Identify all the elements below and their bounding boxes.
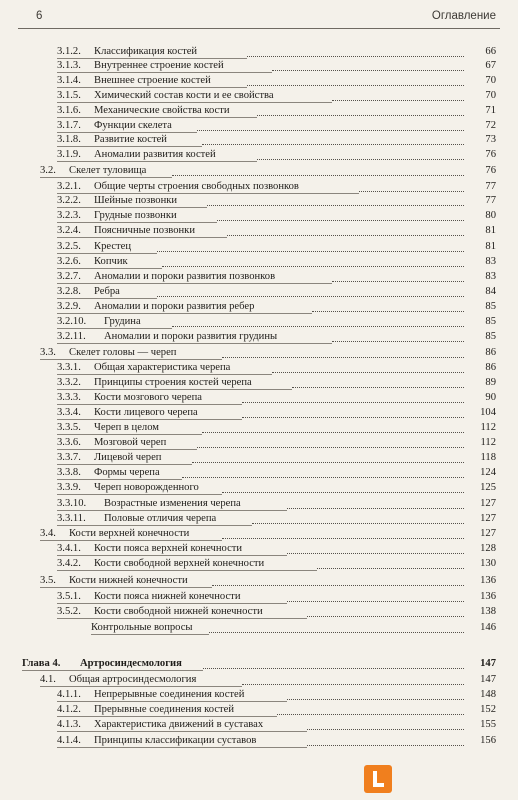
toc-page-number: 83	[485, 256, 496, 267]
toc-entry-title: Кости пояса верхней конечности	[94, 543, 243, 554]
toc-entry-number: 3.2.6.	[57, 256, 81, 267]
toc-entry	[0, 132, 518, 148]
toc-entry	[0, 73, 518, 89]
entry-underline	[40, 587, 212, 588]
entry-underline	[57, 161, 257, 162]
toc-entry-number: 3.1.5.	[57, 90, 81, 101]
toc-entry-number: 3.1.9.	[57, 149, 81, 160]
dot-leader	[257, 159, 464, 160]
entry-underline	[57, 618, 307, 619]
toc-page-number: 136	[480, 575, 496, 586]
toc-entry-title: Поясничные позвонки	[94, 225, 195, 236]
toc-entry	[0, 103, 518, 119]
dot-leader	[182, 477, 464, 478]
toc-page-number: 130	[480, 558, 496, 569]
dot-leader	[192, 462, 464, 463]
toc-entry	[0, 284, 518, 300]
dot-leader	[287, 553, 464, 554]
toc-page-number: 146	[480, 622, 496, 633]
toc-entry-title: Аномалии и пороки развития позвонков	[94, 271, 276, 282]
dot-leader	[307, 729, 464, 730]
toc-entry-number: 4.1.4.	[57, 735, 81, 746]
toc-page-number: 152	[480, 704, 496, 715]
toc-page-number: 125	[480, 482, 496, 493]
toc-page-number: 128	[480, 543, 496, 554]
dot-leader	[212, 585, 464, 586]
toc-entry-title: Принципы строения костей черепа	[94, 377, 252, 388]
entry-underline	[57, 494, 222, 495]
toc-entry-number: 3.3.9.	[57, 482, 81, 493]
toc-page-number: 76	[485, 149, 496, 160]
toc-entry-title: Химический состав кости и ее свойства	[94, 90, 274, 101]
toc-entry	[0, 717, 518, 733]
toc-entry	[0, 672, 518, 688]
toc-entry-title: Аномалии и пороки развития ребер	[94, 301, 255, 312]
toc-entry	[0, 687, 518, 703]
toc-entry-title: Прерывные соединения костей	[94, 704, 235, 715]
dot-leader	[157, 296, 464, 297]
toc-entry	[0, 147, 518, 163]
toc-page-number: 127	[480, 528, 496, 539]
toc-entry-number: 3.1.4.	[57, 75, 81, 86]
toc-entry	[0, 314, 518, 330]
dot-leader	[203, 668, 464, 669]
dot-leader	[197, 447, 464, 448]
toc-page-number: 76	[485, 165, 496, 176]
toc-entry-number: 3.2.8.	[57, 286, 81, 297]
toc-entry-number: 3.2.11.	[57, 331, 86, 342]
toc-entry-title: Принципы классификации суставов	[94, 735, 257, 746]
toc-page-number: 90	[485, 392, 496, 403]
toc-page-number: 70	[485, 75, 496, 86]
toc-entry	[0, 465, 518, 481]
toc-entry	[0, 702, 518, 718]
toc-entry	[0, 254, 518, 270]
toc-entry-number: 3.2.2.	[57, 195, 81, 206]
toc-page-number: 67	[485, 60, 496, 71]
toc-page-number: 112	[480, 437, 496, 448]
toc-entry-title: Кости мозгового черепа	[94, 392, 202, 403]
toc-page-number: 77	[485, 195, 496, 206]
entry-underline	[57, 343, 332, 344]
toc-page-number: 89	[485, 377, 496, 388]
toc-entry-number: 3.1.6.	[57, 105, 81, 116]
dot-leader	[247, 56, 464, 57]
toc-entry	[0, 88, 518, 104]
toc-page-number: 148	[480, 689, 496, 700]
dot-leader	[287, 699, 464, 700]
toc-entry-title: Кости пояса нижней конечности	[94, 591, 241, 602]
dot-leader	[202, 144, 464, 145]
toc-entry-number: 3.3.11.	[57, 513, 86, 524]
toc-entry-number: 3.1.3.	[57, 60, 81, 71]
toc-page-number: 112	[480, 422, 496, 433]
toc-page-number: 127	[480, 513, 496, 524]
toc-entry-title: Кости свободной нижней конечности	[94, 606, 263, 617]
toc-page-number: 84	[485, 286, 496, 297]
toc-page-number: 156	[480, 735, 496, 746]
dot-leader	[257, 115, 464, 116]
dot-leader	[247, 85, 464, 86]
toc-page-number: 81	[485, 241, 496, 252]
toc-entry	[0, 450, 518, 466]
toc-entry-title: Непрерывные соединения костей	[94, 689, 245, 700]
toc-page-number: 71	[485, 105, 496, 116]
toc-entry-title: Артросиндесмология	[80, 658, 182, 669]
toc-page-number: 73	[485, 134, 496, 145]
toc-entry-number: 3.4.	[40, 528, 56, 539]
toc-page-number: 83	[485, 271, 496, 282]
dot-leader	[359, 191, 464, 192]
dot-leader	[287, 508, 464, 509]
toc-entry-title: Развитие костей	[94, 134, 167, 145]
toc-entry	[0, 420, 518, 436]
toc-entry-number: 3.5.1.	[57, 591, 81, 602]
toc-entry	[0, 541, 518, 557]
toc-entry-number: 3.2.1.	[57, 181, 81, 192]
toc-page-number: 81	[485, 225, 496, 236]
toc-entry	[0, 239, 518, 255]
dot-leader	[332, 100, 464, 101]
toc-entry-title: Кости лицевого черепа	[94, 407, 198, 418]
toc-entry-number: 4.1.3.	[57, 719, 81, 730]
toc-entry-number: 3.3.8.	[57, 467, 81, 478]
toc-entry-number: 3.4.1.	[57, 543, 81, 554]
toc-page-number: 127	[480, 498, 496, 509]
dot-leader	[252, 523, 464, 524]
toc-entry-number: 3.1.8.	[57, 134, 81, 145]
toc-entry-title: Кости верхней конечности	[69, 528, 190, 539]
toc-entry	[0, 604, 518, 620]
toc-entry-number: 3.2.3.	[57, 210, 81, 221]
toc-entry-title: Механические свойства кости	[94, 105, 230, 116]
toc-entry-title: Общая артросиндесмология	[69, 674, 197, 685]
toc-entry-title: Общие черты строения свободных позвонков	[94, 181, 299, 192]
toc-entry-title: Кости нижней конечности	[69, 575, 188, 586]
toc-entry	[0, 223, 518, 239]
toc-page-number: 104	[480, 407, 496, 418]
dot-leader	[209, 632, 464, 633]
toc-entry	[0, 299, 518, 315]
toc-entry-number: 4.1.2.	[57, 704, 81, 715]
toc-page-number: 80	[485, 210, 496, 221]
dot-leader	[217, 220, 464, 221]
toc-entry-title: Лицевой череп	[94, 452, 162, 463]
toc-entry-title: Возрастные изменения черепа	[104, 498, 241, 509]
toc-page-number: 86	[485, 347, 496, 358]
dot-leader	[157, 251, 464, 252]
toc-entry-number: 3.4.2.	[57, 558, 81, 569]
toc-entry-number: 3.2.10.	[57, 316, 87, 327]
entry-underline	[57, 570, 317, 571]
entry-underline	[22, 670, 203, 671]
toc-page-number: 147	[480, 674, 496, 685]
dot-leader	[162, 266, 464, 267]
toc-entry-number: 3.1.2.	[57, 46, 81, 57]
toc-entry	[0, 589, 518, 605]
toc-page-number: 85	[485, 316, 496, 327]
dot-leader	[272, 372, 464, 373]
toc-entry-number: Глава 4.	[22, 658, 61, 669]
running-title: Оглавление	[431, 10, 496, 22]
toc-entry-number: 3.3.6.	[57, 437, 81, 448]
toc-entry	[0, 573, 518, 589]
dot-leader	[312, 311, 464, 312]
toc-entry-number: 3.3.5.	[57, 422, 81, 433]
toc-entry	[0, 345, 518, 361]
toc-entry	[0, 163, 518, 179]
toc-entry-number: 4.1.	[40, 674, 56, 685]
dot-leader	[202, 432, 464, 433]
toc-entry-number: 3.2.7.	[57, 271, 81, 282]
toc-page-number: 138	[480, 606, 496, 617]
toc-entry-number: 3.2.	[40, 165, 56, 176]
toc-entry-title: Мозговой череп	[94, 437, 167, 448]
toc-entry-number: 3.3.1.	[57, 362, 81, 373]
page-header	[18, 6, 500, 29]
toc-page-number: 155	[480, 719, 496, 730]
toc-entry	[0, 511, 518, 527]
toc-page-number: 66	[485, 46, 496, 57]
toc-entry-number: 3.2.5.	[57, 241, 81, 252]
toc-entry-title: Аномалии и пороки развития грудины	[104, 331, 278, 342]
dot-leader	[332, 341, 464, 342]
toc-page-number: 70	[485, 90, 496, 101]
toc-entry-title: Скелет головы — череп	[69, 347, 177, 358]
entry-underline	[91, 634, 209, 635]
entry-underline	[40, 177, 172, 178]
toc-entry	[0, 375, 518, 391]
toc-page-number: 118	[480, 452, 496, 463]
dot-leader	[317, 568, 464, 569]
toc-entry-title: Общая характеристика черепа	[94, 362, 231, 373]
toc-entry-title: Ребра	[94, 286, 120, 297]
toc-entry	[0, 620, 518, 636]
toc-entry-number: 3.3.2.	[57, 377, 81, 388]
dot-leader	[287, 601, 464, 602]
toc-entry-title: Скелет туловища	[69, 165, 147, 176]
toc-entry-title: Внешнее строение костей	[94, 75, 211, 86]
toc-page-number: 86	[485, 362, 496, 373]
toc-entry-title: Формы черепа	[94, 467, 160, 478]
toc-entry-title: Грудина	[104, 316, 141, 327]
chapter-heading	[0, 656, 518, 672]
toc-entry	[0, 480, 518, 496]
dot-leader	[272, 70, 464, 71]
toc-entry-number: 3.1.7.	[57, 120, 81, 131]
toc-entry	[0, 208, 518, 224]
toc-entry	[0, 526, 518, 542]
dot-leader	[242, 684, 464, 685]
toc-entry-title: Крестец	[94, 241, 132, 252]
dot-leader	[172, 326, 464, 327]
toc-entry-title: Половые отличия черепа	[104, 513, 217, 524]
toc-entry-title: Кости свободной верхней конечности	[94, 558, 265, 569]
toc-entry-number: 4.1.1.	[57, 689, 81, 700]
toc-entry-title: Внутреннее строение костей	[94, 60, 224, 71]
entry-underline	[57, 731, 307, 732]
toc-entry	[0, 58, 518, 74]
toc-page-number: 124	[480, 467, 496, 478]
toc-page-number: 85	[485, 331, 496, 342]
toc-entry-number: 3.2.9.	[57, 301, 81, 312]
entry-underline	[57, 237, 227, 238]
toc-page-number: 147	[480, 658, 496, 669]
toc-entry	[0, 405, 518, 421]
toc-entry-number: 3.3.3.	[57, 392, 81, 403]
dot-leader	[222, 492, 464, 493]
toc-entry-number: 3.3.7.	[57, 452, 81, 463]
toc-entry-number: 3.3.4.	[57, 407, 81, 418]
toc-entry	[0, 496, 518, 512]
toc-entry	[0, 193, 518, 209]
toc-page-number: 136	[480, 591, 496, 602]
dot-leader	[207, 205, 464, 206]
toc-page-number: 72	[485, 120, 496, 131]
entry-underline	[57, 747, 307, 748]
dot-leader	[242, 402, 464, 403]
dot-leader	[242, 417, 464, 418]
toc-entry-title: Классификация костей	[94, 46, 198, 57]
toc-page-number: 85	[485, 301, 496, 312]
toc-entry	[0, 435, 518, 451]
toc-entry	[0, 733, 518, 749]
toc-entry	[0, 360, 518, 376]
dot-leader	[222, 538, 464, 539]
toc-entry-number: 3.3.	[40, 347, 56, 358]
dot-leader	[197, 130, 464, 131]
toc-entry-title: Копчик	[94, 256, 128, 267]
toc-entry-number: 3.5.2.	[57, 606, 81, 617]
toc-entry-title: Череп в целом	[94, 422, 160, 433]
toc-entry-number: 3.2.4.	[57, 225, 81, 236]
toc-entry-title: Характеристика движений в суставах	[94, 719, 264, 730]
labirint-logo-icon	[364, 765, 392, 793]
dot-leader	[292, 387, 464, 388]
toc-entry-title: Функции скелета	[94, 120, 172, 131]
dot-leader	[172, 175, 464, 176]
toc-entry-title: Грудные позвонки	[94, 210, 177, 221]
toc-entry-title: Аномалии развития костей	[94, 149, 216, 160]
toc-entry	[0, 269, 518, 285]
dot-leader	[227, 235, 464, 236]
dot-leader	[307, 745, 464, 746]
dot-leader	[277, 714, 464, 715]
toc-entry-number: 3.3.10.	[57, 498, 87, 509]
page-number: 6	[36, 10, 43, 22]
toc-entry	[0, 556, 518, 572]
toc-entry-number: 3.5.	[40, 575, 56, 586]
toc-entry	[0, 390, 518, 406]
toc-entry-title: Череп новорожденного	[94, 482, 199, 493]
toc-page-number: 77	[485, 181, 496, 192]
toc-entry-title: Шейные позвонки	[94, 195, 178, 206]
toc-entry	[0, 329, 518, 345]
toc-entry-title: Контрольные вопросы	[91, 622, 193, 633]
dot-leader	[222, 357, 464, 358]
dot-leader	[307, 616, 464, 617]
dot-leader	[332, 281, 464, 282]
